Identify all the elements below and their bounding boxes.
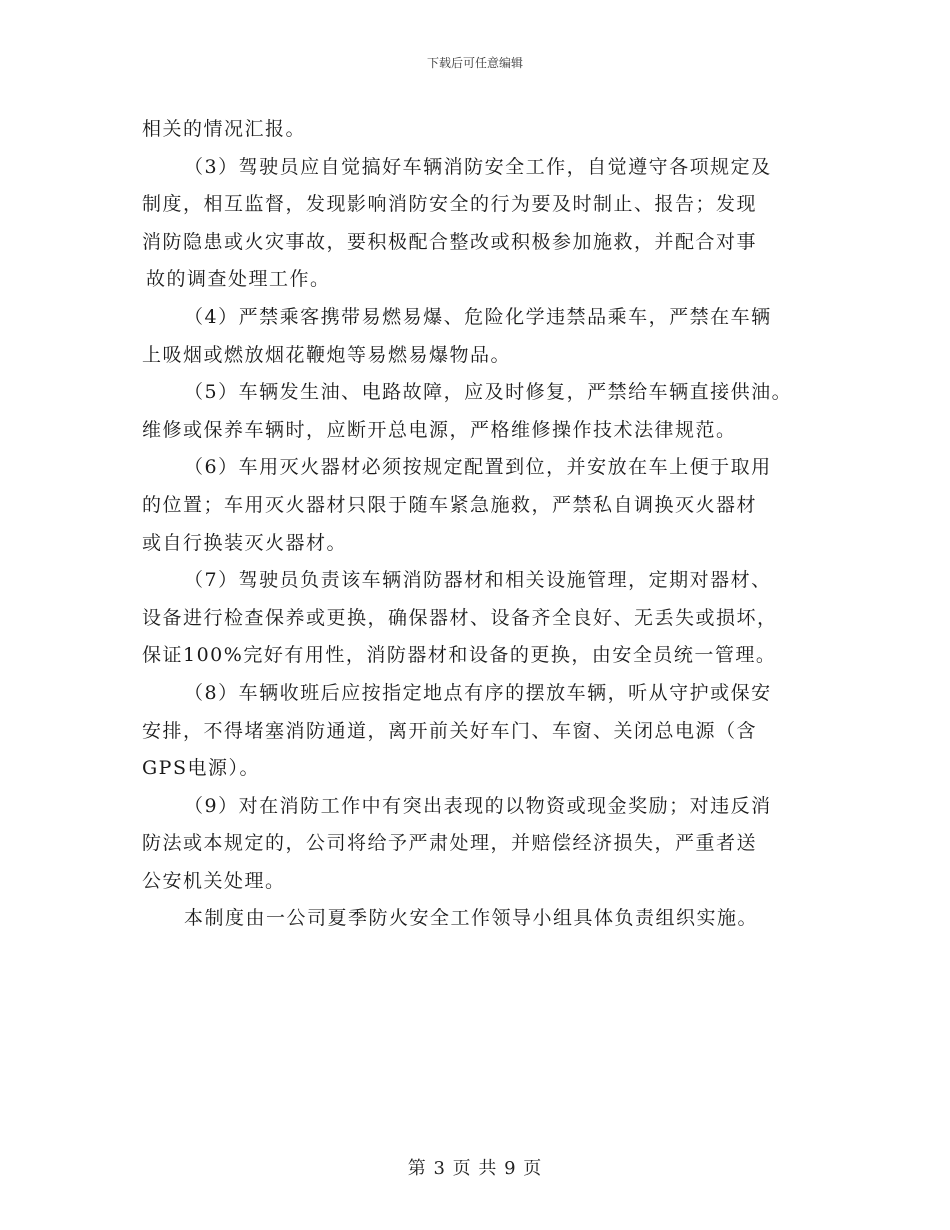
text-line: 设备进行检查保养或更换，确保器材、设备齐全良好、无丢失或损坏， <box>142 606 778 629</box>
text-line: 防法或本规定的，公司将给予严肃处理，并赔偿经济损失，严重者送 <box>142 832 758 855</box>
page-number: 第 3 页 共 9 页 <box>407 1158 543 1179</box>
text-line: （8）车辆收班后应按指定地点有序的摆放车辆，听从守护或保安 <box>184 681 772 704</box>
text-line: 安排，不得堵塞消防通道，离开前关好车门、车窗、关闭总电源（含 <box>142 719 758 742</box>
text-line: 公安机关处理。 <box>142 869 286 892</box>
text-line: 消防隐患或火灾事故，要积极配合整改或积极参加施救，并配合对事 <box>142 230 758 253</box>
document-body <box>142 111 822 938</box>
text-line: 保证100%完好有用性，消防器材和设备的更换，由安全员统一管理。 <box>142 644 777 667</box>
text-line: 上吸烟或燃放烟花鞭炮等易燃易爆物品。 <box>142 343 512 366</box>
text-line: 故的调查处理工作。 <box>146 268 331 291</box>
text-line: （3）驾驶员应自觉搞好车辆消防安全工作，自觉遵守各项规定及 <box>184 155 772 178</box>
text-line: 本制度由一公司夏季防火安全工作领导小组具体负责组织实施。 <box>184 907 759 930</box>
text-line: GPS电源）。 <box>142 757 260 780</box>
text-line: （5）车辆发生油、电路故障，应及时修复，严禁给车辆直接供油。 <box>184 381 793 404</box>
text-line: （4）严禁乘客携带易燃易爆、危险化学违禁品乘车，严禁在车辆 <box>184 305 772 328</box>
text-line: 相关的情况汇报。 <box>142 118 307 140</box>
text-line: （9）对在消防工作中有突出表现的以物资或现金奖励；对违反消 <box>184 794 772 817</box>
text-line: 制度，相互监督，发现影响消防安全的行为要及时制止、报告；发现 <box>142 193 758 216</box>
text-line: 维修或保养车辆时，应断开总电源，严格维修操作技术法律规范。 <box>142 418 737 441</box>
text-line: 或自行换装灭火器材。 <box>142 531 348 554</box>
text-line: （6）车用灭火器材必须按规定配置到位，并安放在车上便于取用 <box>184 456 772 479</box>
page-header: 下载后可任意编辑 <box>426 56 523 70</box>
text-line: 的位置；车用灭火器材只限于随车紧急施救，严禁私自调换灭火器材 <box>142 493 758 516</box>
text-line: （7）驾驶员负责该车辆消防器材和相关设施管理，定期对器材、 <box>184 569 772 592</box>
